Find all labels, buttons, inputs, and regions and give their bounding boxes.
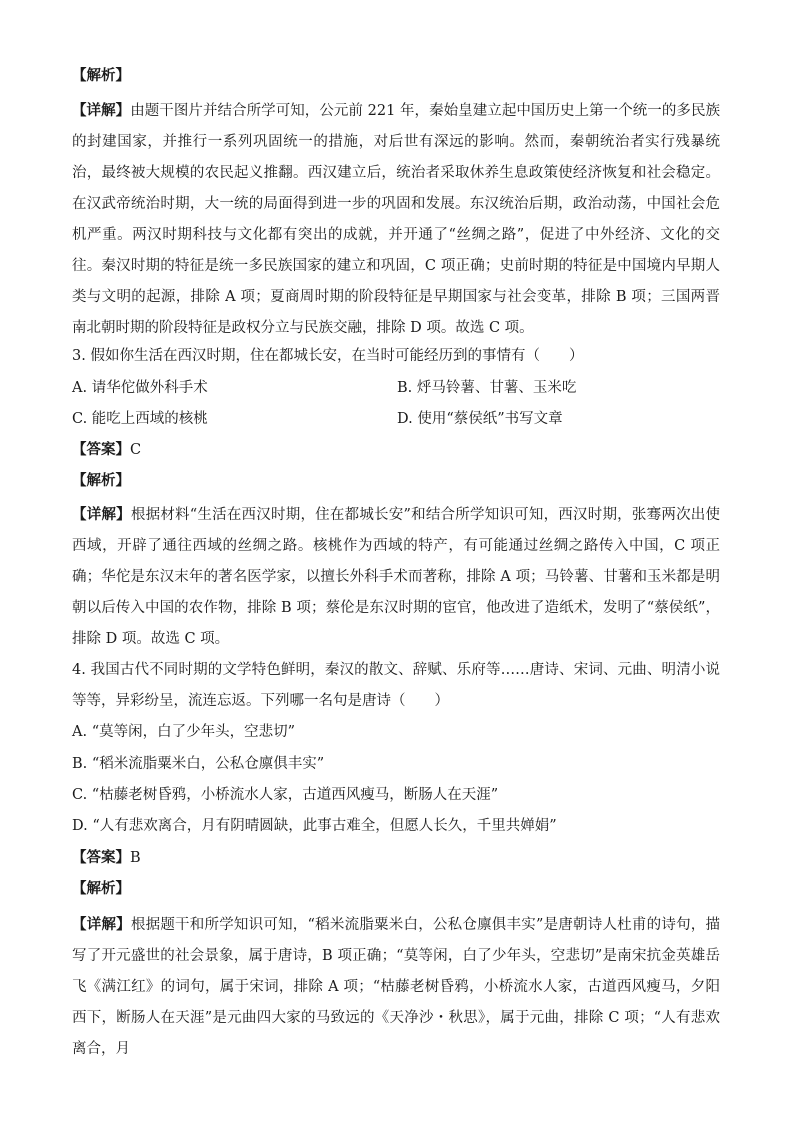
- q2-detail-text: 由题干图片并结合所学可知，公元前 221 年，秦始皇建立起中国历史上第一个统一的多民族的封建国家，并推行一系列巩固统一的措施，对后世有深远的影响。然而，秦朝统治者实行残暴统治，最终被大规模的农民起义推翻。西汉建立后，统治者采取休养生息政策使经济恢复和社会稳定。在汉武帝统治时期，大一统的局面得到进一步的巩固和发展。东汉统治后期，政治动荡，中国社会危机严重。两汉时期科技与文化都有突出的成就，并开通了“丝绸之路”，促进了中外经济、文化的交往。秦汉时期的特征是统一多民族国家的建立和巩固，C 项正确；史前时期的特征是中国境内早期人类与文明的起源，排除 A 项；夏商周时期的阶段特征是早期国家与社会变革，排除 B 项；三国两晋南北朝时期的阶段特征是政权分立与民族交融，排除 D 项。故选 C 项。: [72, 103, 720, 336]
- q4-answer: [72, 846, 720, 870]
- q4-option-d: D. “人有悲欢离合，月有阴晴圆缺，此事古难全，但愿人长久，千里共婵娟”: [72, 818, 557, 834]
- q4-detail-paragraph: [72, 909, 720, 1065]
- q4-option-a: A. “莫等闲，白了少年头，空悲切”: [72, 724, 296, 740]
- q3-option-c: C. 能吃上西域的核桃: [72, 411, 208, 427]
- q2-analysis-label: 【解析】: [72, 67, 130, 84]
- q2-detail-label: 【详解】: [72, 102, 131, 119]
- q3-option-a: A. 请华佗做外科手术: [72, 380, 208, 396]
- q3-detail-text: 根据材料“生活在西汉时期，住在都城长安”和结合所学知识可知，西汉时期，张骞两次出使西域，开辟了通往西域的丝绸之路。核桃作为西域的特产，有可能通过丝绸之路传入中国，C 项正确；华佗是东汉末年的著名医学家，以擅长外科手术而著称，排除 A 项；马铃薯、甘薯和玉米都是明朝以后传入中国的农作物，排除 B 项；蔡伦是东汉时期的宦官，他改进了造纸术，发明了“蔡侯纸”，排除 D 项。故选 C 项。: [72, 507, 721, 647]
- q4-answer-label: 【答案】: [72, 849, 130, 866]
- q2-detail-paragraph: [72, 95, 720, 344]
- q3-detail-paragraph: [72, 499, 720, 655]
- q4-option-c: C. “枯藤老树昏鸦，小桥流水人家，古道西风瘦马，断肠人在天涯”: [72, 787, 499, 803]
- q3-detail-label: 【详解】: [72, 506, 131, 523]
- q3-option-d: D. 使用“蔡侯纸”书写文章: [397, 411, 563, 427]
- q4-analysis-label: 【解析】: [72, 880, 130, 897]
- q4-detail-text: 根据题干和所学知识可知，“稻米流脂粟米白，公私仓廪俱丰实”是唐朝诗人杜甫的诗句，描写了开元盛世的社会景象，属于唐诗，B 项正确；“莫等闲，白了少年头，空悲切”是南宋抗金英雄岳飞《满江红》的词句，属于宋词，排除 A 项；“枯藤老树昏鸦，小桥流水人家，古道西风瘦马，夕阳西下，断肠人在天涯”是元曲四大家的马致远的《天净沙・秋思》，属于元曲，排除 C 项；“人有悲欢离合，月: [72, 917, 721, 1057]
- q3-option-b: B. 烀马铃薯、甘薯、玉米吃: [397, 380, 577, 396]
- q3-answer-value: C: [130, 442, 142, 458]
- q3-analysis-label: 【解析】: [72, 472, 130, 489]
- q4-option-b: B. “稻米流脂粟米白，公私仓廪俱丰实”: [72, 756, 325, 772]
- q4-stem: 4. 我国古代不同时期的文学特色鲜明，秦汉的散文、辞赋、乐府等……唐诗、宋词、元曲、明清小说等等，异彩纷呈，流连忘返。下列哪一名句是唐诗（ ）: [72, 662, 720, 709]
- q4-detail-label: 【详解】: [72, 916, 131, 933]
- q3-stem: 3. 假如你生活在西汉时期，住在都城长安，在当时可能经历到的事情有（ ）: [72, 348, 584, 364]
- q3-answer: [72, 438, 720, 462]
- q4-answer-value: B: [130, 850, 141, 866]
- q3-answer-label: 【答案】: [72, 441, 130, 458]
